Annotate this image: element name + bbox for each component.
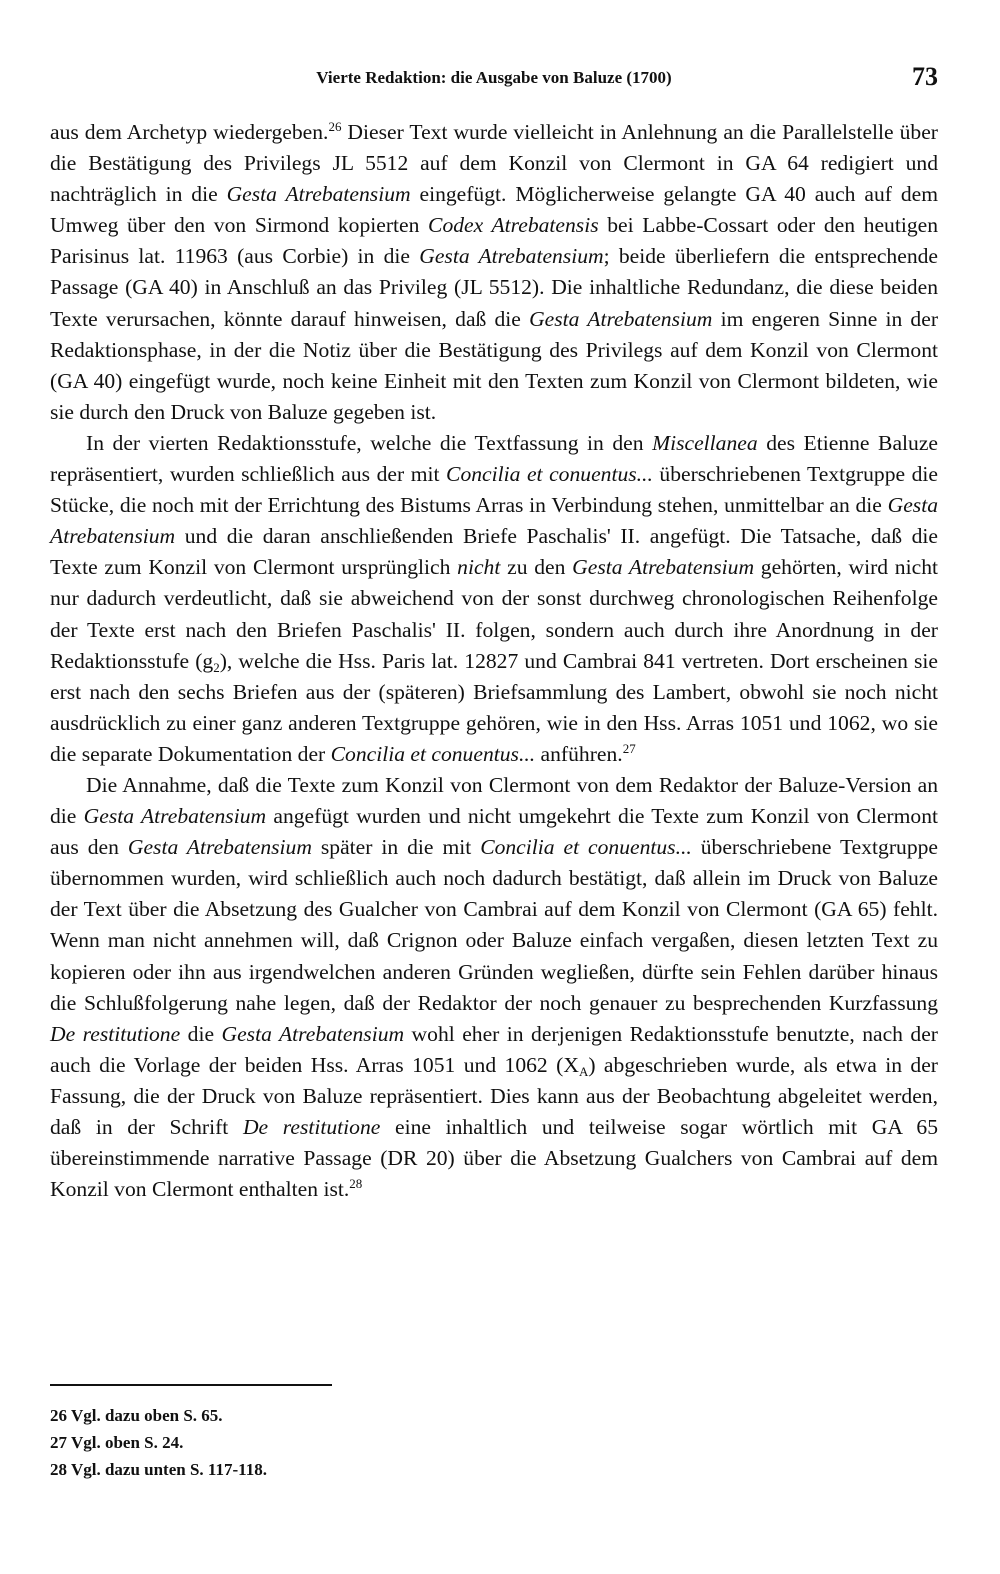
italic-title: Gesta Atrebatensium — [83, 804, 267, 829]
subscript: 2 — [213, 659, 220, 675]
italic-title: nicht — [457, 555, 501, 580]
text-run: ), welche die Hss. Paris lat. 12827 und Cambrai 841 vertreten. Dort erscheinen sie erst nach den sechs Briefen aus der (späteren) Briefsammlung des Lambert, obwohl sie noch nicht ausdrücklich zu einer ganz anderen Textgruppe gehören, wie in den Hss. Arras 1051 und 1062, wo sie die separate Dokumentation der — [50, 648, 938, 766]
italic-title: Gesta Atrebatensium — [127, 835, 312, 860]
italic-title: Codex Atrebatensis — [428, 213, 599, 238]
italic-title: Gesta Atrebatensium — [50, 493, 938, 549]
text-run: Dieser Text wurde vielleicht in Anlehnung an die Parallelstelle über die Bestätigung des Privilegs JL 5512 auf dem Konzil von Clermont in GA 64 redigiert und nachträglich in die — [50, 120, 938, 207]
page-header — [50, 62, 938, 92]
text-run: bei Labbe-Cossart oder den heutigen Parisinus lat. 11963 (aus Corbie) in die — [50, 213, 938, 269]
footnote-reference: 27 — [622, 740, 636, 756]
page-number: 73 — [912, 62, 938, 91]
subscript: A — [578, 1063, 589, 1079]
text-run: die — [180, 1021, 222, 1046]
footnotes — [50, 1402, 267, 1483]
text-run: zu den — [500, 555, 573, 580]
text-run: eingefügt. Möglicherweise gelangte GA 40 auch auf dem Umweg über den von Sirmond kopierten — [50, 182, 939, 238]
italic-title: De restitutione — [242, 1115, 381, 1139]
italic-title: Gesta Atrebatensium — [226, 182, 411, 207]
footnote-28: 28 Vgl. dazu unten S. 117-118. — [50, 1460, 267, 1479]
text-run: im engeren Sinne in der Redaktionsphase, in der die Notiz über die Bestätigung des Privilegs auf dem Konzil von Clermont (GA 40) eingefügt wurde, noch keine Einheit mit den Texten zum Konzil von Clermont bildeten, wie sie durch den Druck von Baluze gegeben ist. — [50, 306, 939, 424]
text-run: später in die mit — [311, 835, 481, 860]
italic-title: Gesta Atrebatensium — [419, 244, 604, 269]
text-run: überschriebene Textgruppe übernommen wurden, wird schließlich auch noch dadurch bestätigt, daß allein im Druck von Baluze der Text über die Absetzung des Gualcher von Cambrai auf dem Konzil von Clermont (GA 65) fehlt. Wenn man nicht annehmen will, daß Crignon oder Baluze einfach vergaßen, diesen letzten Text zu kopieren oder ihn aus irgendwelchen anderen Gründen wegließen, dürfte sein Fehlen darüber hinaus die Schlußfolgerung nahe legen, daß der Redaktor der noch genauer zu besprechenden Kurzfassung — [50, 835, 939, 1015]
footnote-reference: 26 — [328, 119, 342, 134]
footnote-27: 27 Vgl. oben S. 24. — [50, 1433, 184, 1452]
italic-title: De restitutione — [50, 1021, 181, 1046]
text-run: ) abgeschrieben wurde, als etwa in der Fassung, die der Druck von Baluze repräsentiert. Dies kann aus der Beobachtung abgeleitet werden, daß in der Schrift — [50, 1052, 938, 1139]
text-run: des Etienne Baluze repräsentiert, wurden schließlich aus der mit — [50, 430, 939, 487]
italic-title: Gesta Atrebatensium — [529, 306, 713, 331]
text-run: angefügt wurden und nicht umgekehrt die Texte zum Konzil von Clermont aus den — [50, 804, 938, 860]
footnote-reference: 28 — [349, 1176, 363, 1192]
paragraph — [50, 117, 938, 428]
text-run: aus dem Archetyp wiedergeben. — [50, 120, 329, 144]
running-title: Vierte Redaktion: die Ausgabe von Baluze (1700) — [316, 68, 672, 87]
italic-title: Concilia et conuentus... — [446, 462, 653, 487]
text-run: gehörten, wird nicht nur dadurch verdeutlicht, daß sie abweichend von der sonst durchweg chronologischen Reihenfolge der Texte erst nach den Briefen Paschalis' II. folgen, sondern auch durch ihre Anordnung in der Redaktionsstufe (g — [50, 555, 938, 673]
text-run: und die daran anschließenden Briefe Paschalis' II. angefügt. Die Tatsache, daß die Texte zum Konzil von Clermont ursprünglich — [50, 524, 938, 580]
footnote-divider — [50, 1384, 332, 1386]
paragraph — [50, 770, 938, 1205]
text-run: überschriebenen Textgruppe die Stücke, die noch mit der Errichtung des Bistums Arras in Verbindung stehen, unmittelbar an die — [50, 462, 939, 518]
text-run: ; beide überliefern die entsprechende Passage (GA 40) in Anschluß an das Privileg (JL 5512). Die inhaltliche Redundanz, die diese beiden Texte verursachen, könnte darauf hinweisen, daß die — [50, 244, 938, 331]
footnote-26: 26 Vgl. dazu oben S. 65. — [50, 1406, 223, 1425]
text-run: anführen. — [535, 741, 623, 766]
text-run: eine inhaltlich und teilweise sogar wörtlich mit GA 65 übereinstimmende narrative Passage (DR 20) über die Absetzung Gualchers von Cambrai auf dem Konzil von Clermont enthalten ist. — [50, 1115, 939, 1202]
italic-title: Gesta Atrebatensium — [572, 555, 755, 580]
italic-title: Concilia et conuentus... — [480, 835, 692, 860]
text-run: wohl eher in derjenigen Redaktionsstufe benutzte, nach der auch die Vorlage der beiden Hss. Arras 1051 und 1062 (X — [50, 1021, 939, 1077]
italic-title: Miscellanea — [652, 430, 758, 455]
text-run: In der vierten Redaktionsstufe, welche die Textfassung in den — [86, 430, 653, 455]
text-run: Die Annahme, daß die Texte zum Konzil von Clermont von dem Redaktor der Baluze-Version an die — [50, 772, 938, 829]
italic-title: Gesta Atrebatensium — [221, 1021, 405, 1046]
italic-title: Concilia et conuentus... — [330, 741, 536, 766]
body-text — [50, 117, 938, 1205]
paragraph — [50, 428, 938, 770]
